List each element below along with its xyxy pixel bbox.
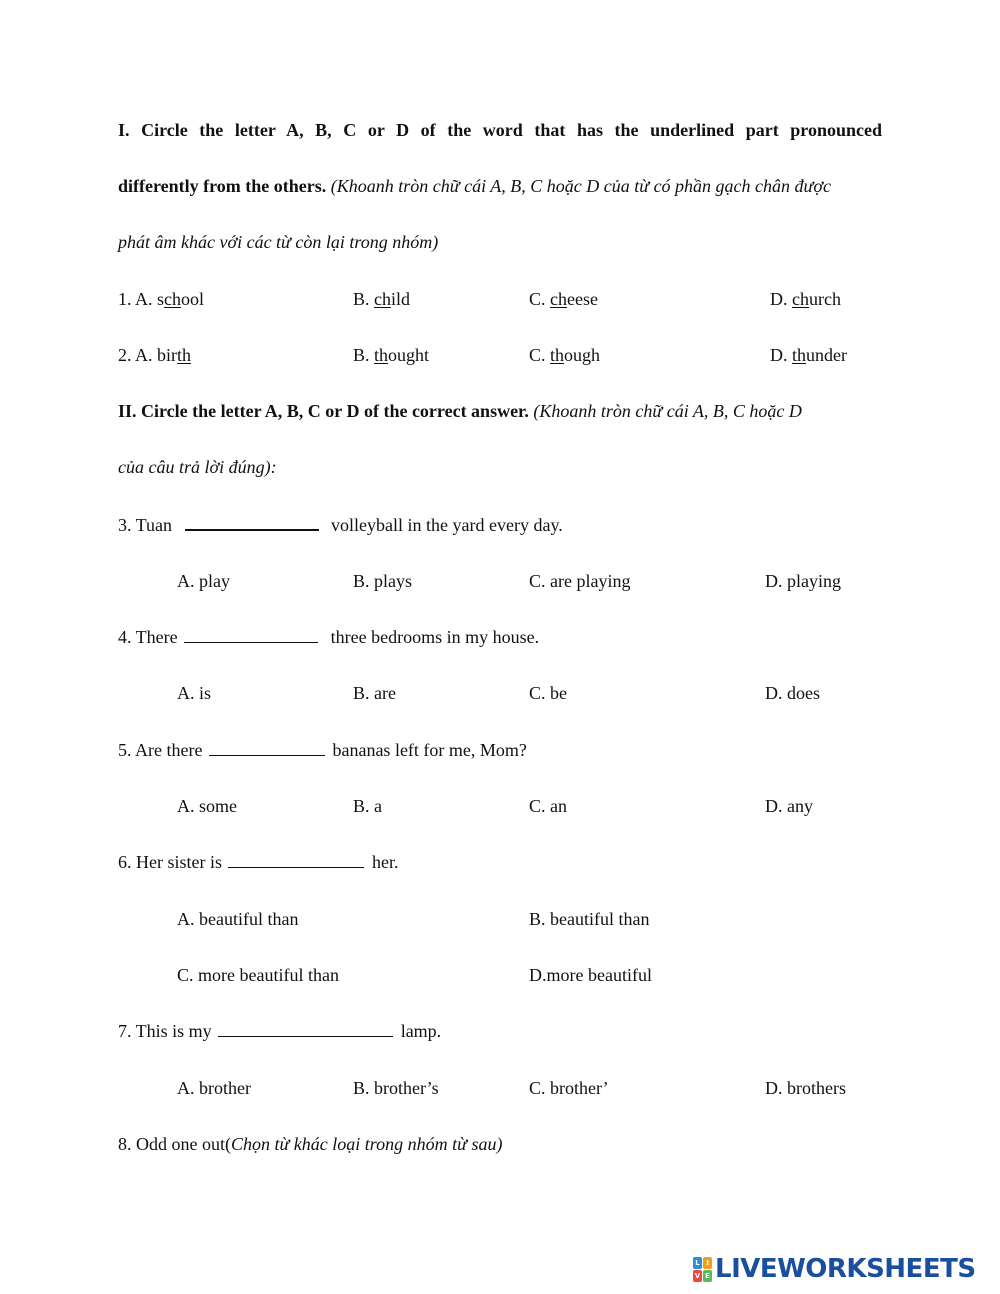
q4-option-c[interactable]: C. be <box>529 683 567 703</box>
q8-stem: 8. Odd one out(Chọn từ khác loại trong nhóm từ sau) <box>118 1134 503 1154</box>
liveworksheets-logo[interactable] <box>693 1256 976 1282</box>
q7-option-c[interactable]: C. brother’ <box>529 1078 609 1098</box>
q6-option-b[interactable]: B. beautiful than <box>529 909 650 929</box>
q3-option-b[interactable]: B. plays <box>353 571 413 591</box>
q6-option-a[interactable]: A. beautiful than <box>177 909 299 929</box>
q1-option-a[interactable]: 1. A. school <box>118 289 205 309</box>
q6-answer-blank[interactable] <box>228 851 364 868</box>
q4-option-b[interactable]: B. are <box>353 683 396 703</box>
q5-stem: 5. Are there bananas left for me, Mom? <box>118 740 527 760</box>
q4-option-a[interactable]: A. is <box>177 683 212 703</box>
section2-heading-line1 <box>118 400 802 422</box>
section2-heading-bold: II. Circle the letter A, B, C or D of the correct answer. <box>118 401 529 421</box>
q4-answer-blank[interactable] <box>184 626 318 643</box>
section1-heading-line2 <box>118 175 831 197</box>
q7-stem: 7. This is my lamp. <box>118 1021 442 1041</box>
q7-option-d[interactable]: D. brothers <box>765 1078 846 1098</box>
q2-option-d[interactable]: D. thunder <box>770 345 847 365</box>
section2-heading-line2: của câu trả lời đúng): <box>118 457 277 477</box>
q4-option-d[interactable]: D. does <box>765 683 820 703</box>
q5-option-a[interactable]: A. some <box>177 796 237 816</box>
liveworksheets-mark-icon: L I V E <box>693 1257 712 1282</box>
q5-option-b[interactable]: B. a <box>353 796 382 816</box>
q6-option-d[interactable]: D.more beautiful <box>529 965 652 985</box>
q5-option-d[interactable]: D. any <box>765 796 813 816</box>
section1-heading-line3: phát âm khác với các từ còn lại trong nhóm) <box>118 232 439 252</box>
q6-stem: 6. Her sister is her. <box>118 852 399 872</box>
q3-option-c[interactable]: C. are playing <box>529 571 631 591</box>
q5-answer-blank[interactable] <box>209 739 325 756</box>
q1-option-d[interactable]: D. church <box>770 289 841 309</box>
liveworksheets-wordmark: LIVEWORKSHEETS <box>715 1254 976 1284</box>
section1-heading-line1: I. Circle the letter A, B, C or D of the word that has the underlined part pronounced <box>118 120 882 140</box>
section1-heading-italic: (Khoanh tròn chữ cái A, B, C hoặc D của từ có phần gạch chân được <box>330 176 831 196</box>
q7-answer-blank[interactable] <box>218 1020 393 1037</box>
section1-heading-bold: differently from the others. <box>118 176 327 196</box>
q2-option-a[interactable]: 2. A. birth <box>118 345 192 365</box>
q2-option-b[interactable]: B. thought <box>353 345 430 365</box>
section2-heading-italic: (Khoanh tròn chữ cái A, B, C hoặc D <box>533 401 802 421</box>
q1-option-c[interactable]: C. cheese <box>529 289 598 309</box>
q3-option-a[interactable]: A. play <box>177 571 230 591</box>
q7-option-a[interactable]: A. brother <box>177 1078 251 1098</box>
q3-option-d[interactable]: D. playing <box>765 571 841 591</box>
q7-option-b[interactable]: B. brother’s <box>353 1078 439 1098</box>
q5-option-c[interactable]: C. an <box>529 796 567 816</box>
q1-option-b[interactable]: B. child <box>353 289 411 309</box>
q4-stem: 4. There three bedrooms in my house. <box>118 627 540 647</box>
q6-option-c[interactable]: C. more beautiful than <box>177 965 339 985</box>
q3-answer-blank[interactable] <box>185 513 319 531</box>
q3-stem: 3. Tuan volleyball in the yard every day. <box>118 515 563 535</box>
q2-option-c[interactable]: C. though <box>529 345 601 365</box>
